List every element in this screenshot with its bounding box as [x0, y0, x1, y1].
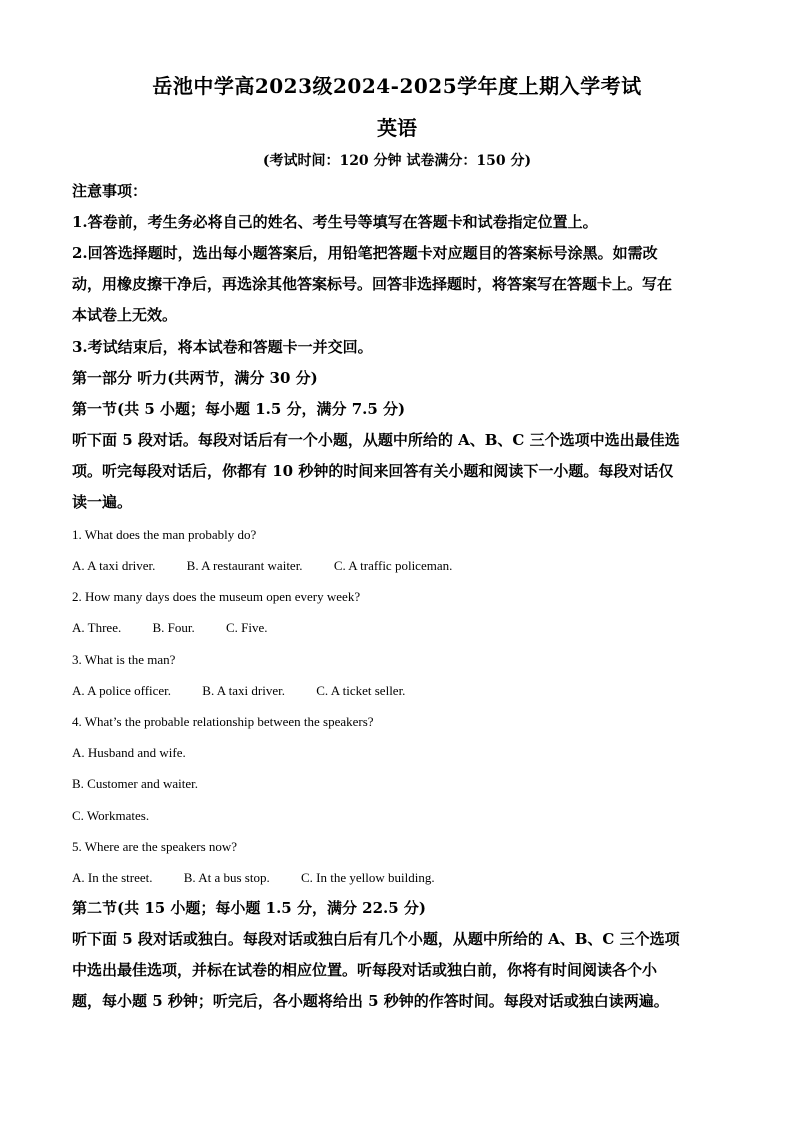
notice-item-3: 3.考试结束后，将本试卷和答题卡一并交回。 — [72, 338, 373, 356]
question-4-option-b: B. Customer and waiter. — [72, 776, 199, 791]
question-2-option-a: A. Three. — [72, 620, 122, 635]
question-4-option-c: C. Workmates. — [72, 808, 150, 823]
question-5-option-b: B. At a bus stop. — [183, 870, 270, 885]
question-2: 2. How many days does the museum open every week? — [72, 589, 361, 604]
question-1-option-b: B. A restaurant waiter. — [186, 558, 303, 573]
notice-item-1: 1.答卷前，考生务必将自己的姓名、考生号等填写在答题卡和试卷指定位置上。 — [72, 213, 598, 231]
question-2-option-c: C. Five. — [225, 620, 268, 635]
notice-heading: 注意事项： — [72, 182, 148, 200]
question-2-options — [72, 619, 722, 637]
question-3-option-b: B. A taxi driver. — [202, 683, 285, 698]
question-3-option-c: C. A ticket seller. — [316, 683, 406, 698]
section1-instruction-line-1: 听下面 5 段对话。每段对话后有一个小题，从题中所给的 A、B、C 三个选项中选出最佳选 — [72, 431, 680, 449]
part1-heading: 第一部分 听力(共两节，满分 30 分) — [72, 369, 318, 387]
question-1-option-c: C. A traffic policeman. — [333, 558, 453, 573]
question-1-option-a: A. A taxi driver. — [72, 558, 156, 573]
section2-instruction-line-1: 听下面 5 段对话或独白。每段对话或独白后有几个小题，从题中所给的 A、B、C 三个选项 — [72, 930, 680, 948]
exam-subject: 英语 — [377, 116, 417, 140]
question-5-options — [72, 869, 722, 887]
notice-item-2-line-1: 2.回答选择题时，选出每小题答案后，用铅笔把答题卡对应题目的答案标号涂黑。如需改 — [72, 244, 658, 262]
section2-heading: 第二节(共 15 小题；每小题 1.5 分，满分 22.5 分) — [72, 899, 427, 917]
question-5-option-c: C. In the yellow building. — [300, 870, 435, 885]
section1-instruction-line-2: 项。听完每段对话后，你都有 10 秒钟的时间来回答有关小题和阅读下一小题。每段对话仅 — [72, 462, 674, 480]
question-3-options — [72, 682, 722, 700]
question-5: 5. Where are the speakers now? — [72, 839, 238, 854]
question-5-option-a: A. In the street. — [72, 870, 153, 885]
exam-title: 岳池中学高2023级2024-2025学年度上期入学考试 — [152, 74, 642, 98]
section1-heading: 第一节(共 5 小题；每小题 1.5 分，满分 7.5 分) — [72, 400, 406, 418]
question-4-option-a: A. Husband and wife. — [72, 745, 186, 760]
question-2-option-b: B. Four. — [152, 620, 195, 635]
question-1: 1. What does the man probably do? — [72, 527, 257, 542]
notice-item-2-line-3: 本试卷上无效。 — [72, 306, 178, 324]
section2-instruction-line-3: 题，每小题 5 秒钟；听完后，各小题将给出 5 秒钟的作答时间。每段对话或独白读两遍。 — [72, 992, 669, 1010]
section2-instruction-line-2: 中选出最佳选项，并标在试卷的相应位置。听每段对话或独白前，你将有时间阅读各个小 — [72, 961, 658, 979]
question-1-options — [72, 557, 722, 575]
section1-instruction-line-3: 读一遍。 — [72, 493, 133, 511]
question-3-option-a: A. A police officer. — [72, 683, 172, 698]
notice-item-2-line-2: 动，用橡皮擦干净后，再选涂其他答案标号。回答非选择题时，将答案写在答题卡上。写在 — [72, 275, 673, 293]
question-3: 3. What is the man? — [72, 652, 176, 667]
question-4: 4. What’s the probable relationship between the speakers? — [72, 714, 374, 729]
exam-time-info: (考试时间：120 分钟 试卷满分：150 分) — [262, 153, 532, 169]
